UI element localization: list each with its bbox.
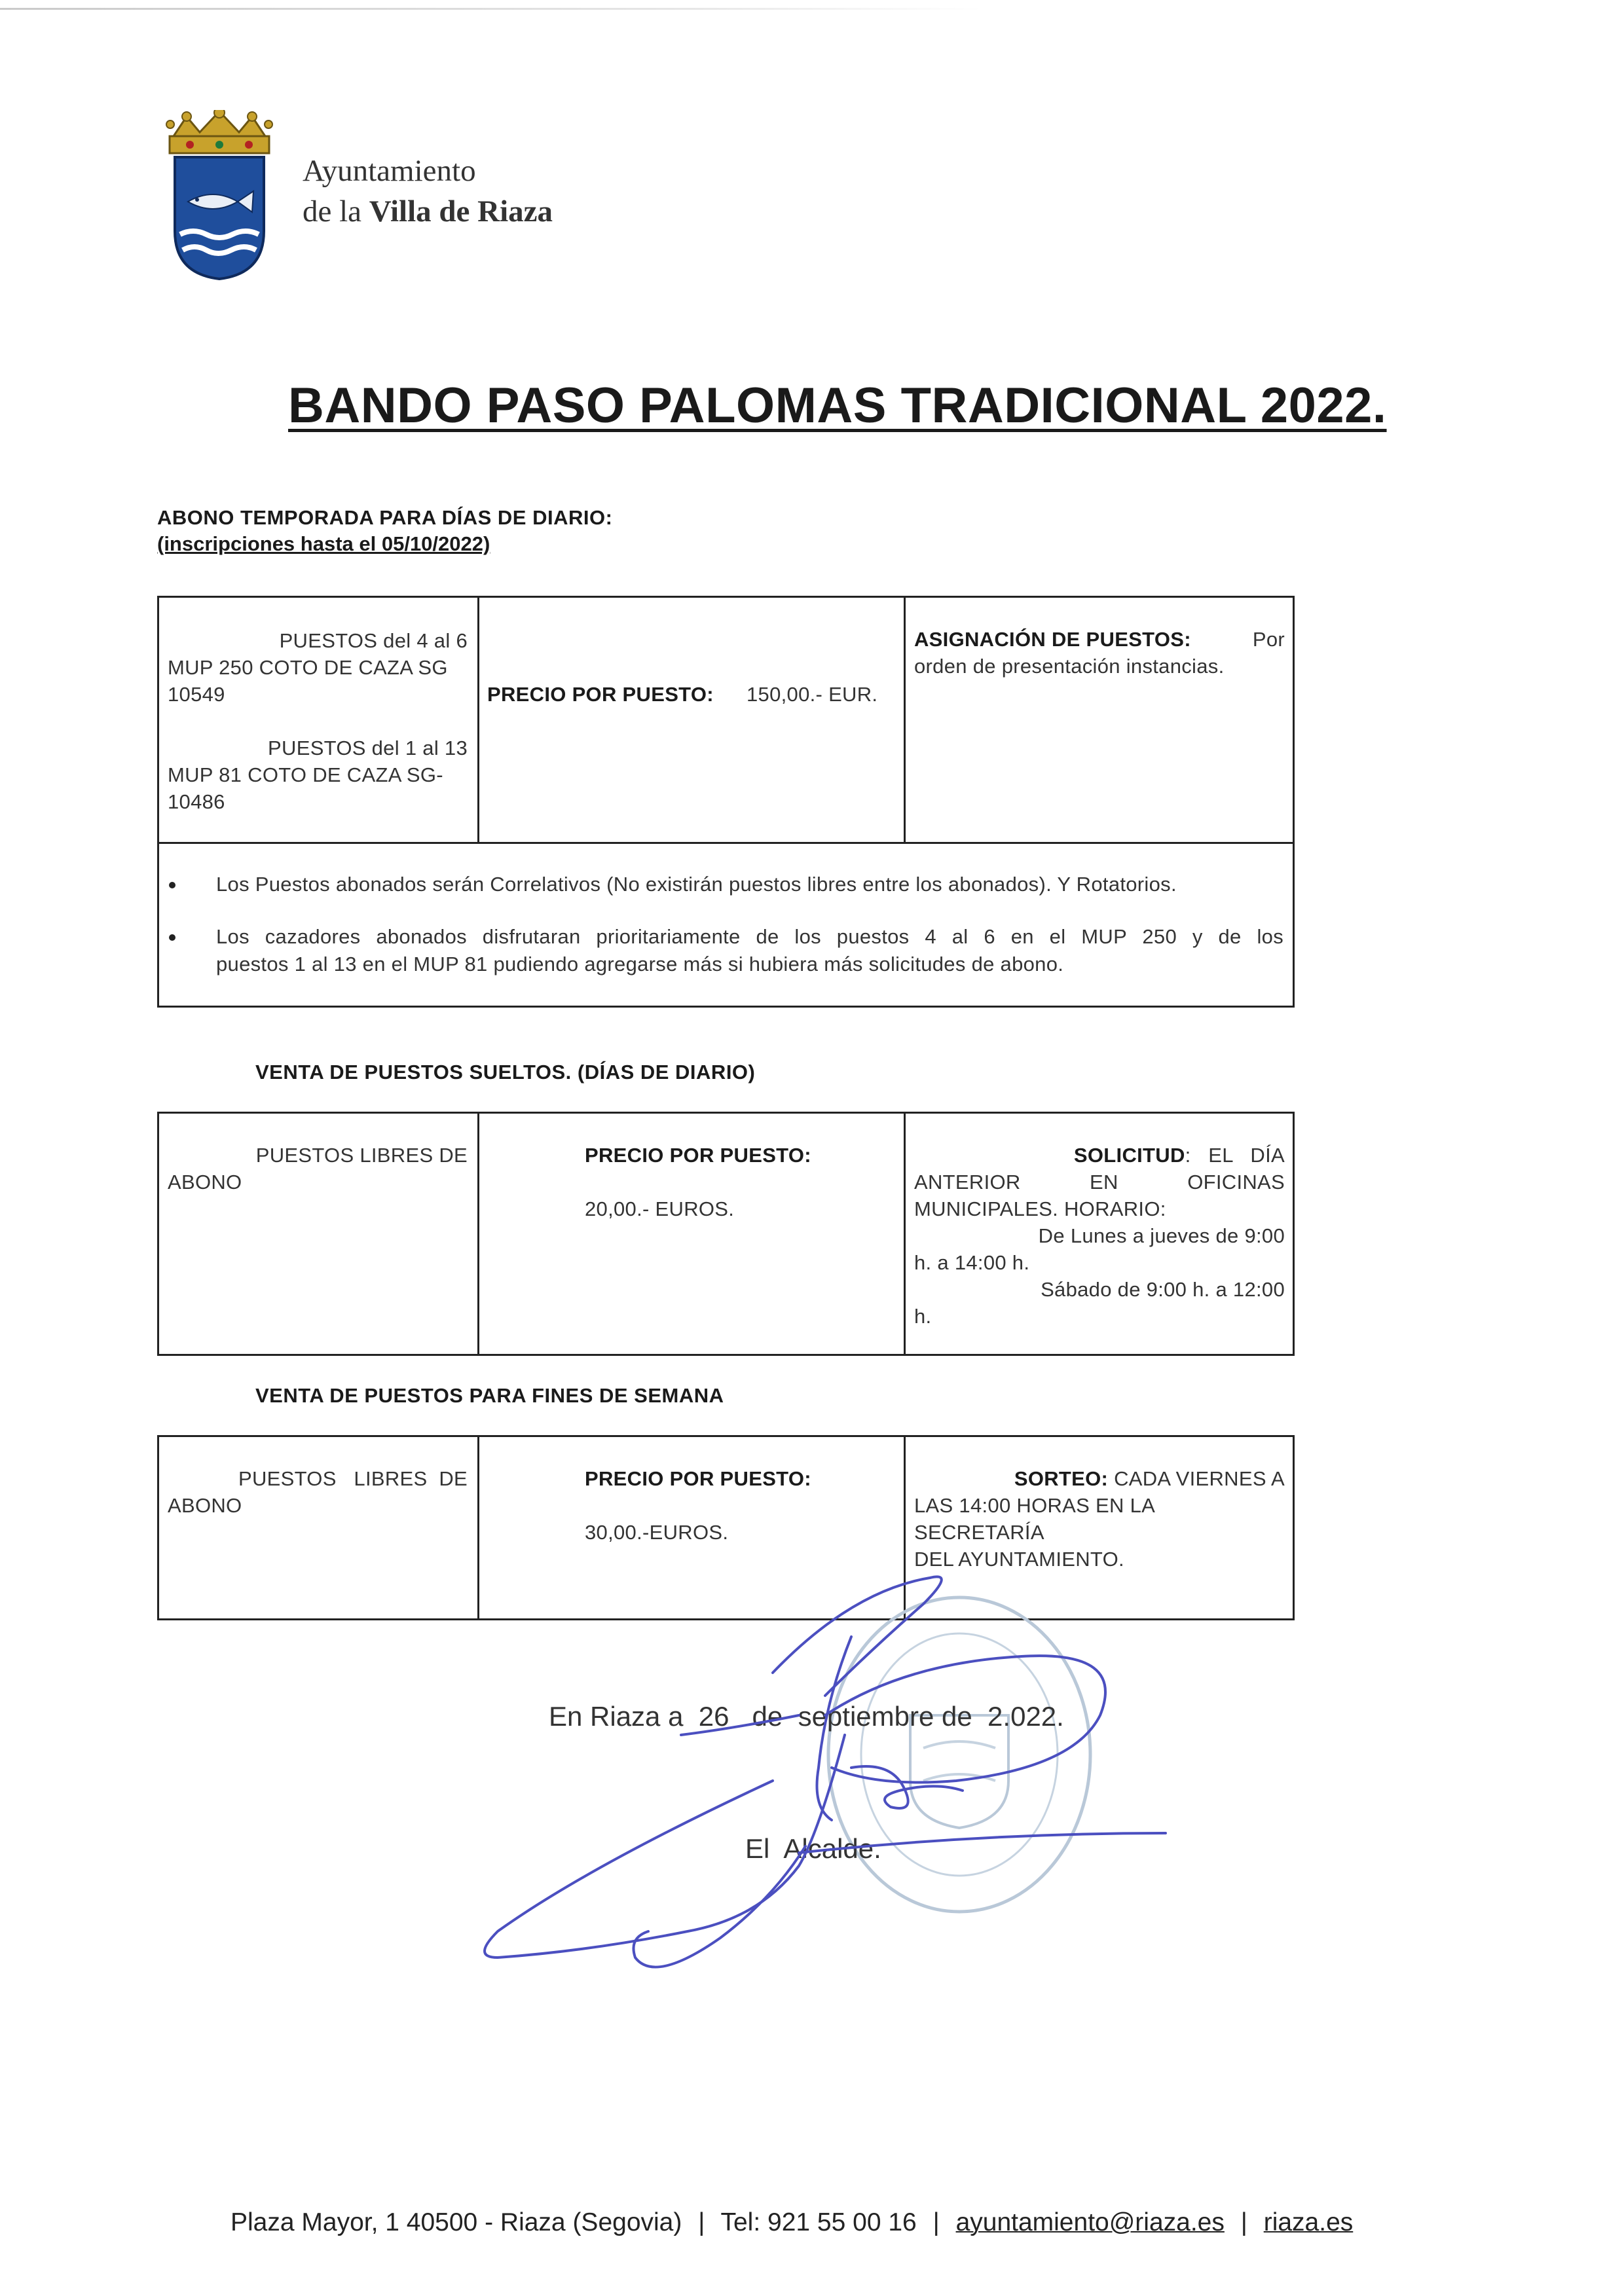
weekend-price-value: 30,00.-EUROS. — [585, 1521, 729, 1544]
organization-name — [303, 151, 553, 232]
posts-area-2: MUP 81 COTO DE CAZA SG- — [168, 763, 443, 786]
footer-address: Plaza Mayor, 1 40500 - Riaza (Segovia) — [231, 2208, 682, 2236]
request-line-4: De Lunes a jueves de 9:00 — [1038, 1224, 1285, 1247]
bullet-icon — [169, 934, 175, 941]
bullet-icon — [169, 882, 175, 888]
org-line-1: Ayuntamiento — [303, 154, 476, 188]
request-line-6: Sábado de 9:00 h. a 12:00 — [1041, 1278, 1285, 1301]
posts-range-2: PUESTOS del 1 al 13 — [268, 737, 468, 759]
weekend-posts-line-2: ABONO — [168, 1494, 242, 1517]
draw-line-1: CADA VIERNES A — [1108, 1467, 1285, 1490]
request-line-3: MUNICIPALES. HORARIO: — [914, 1197, 1166, 1220]
request-line-2: ANTERIOR EN OFICINAS — [914, 1171, 1285, 1194]
posts-area-1: MUP 250 COTO DE CAZA SG — [168, 656, 448, 679]
assignment-label: ASIGNACIÓN DE PUESTOS: — [914, 628, 1191, 651]
single-posts-line-1: PUESTOS LIBRES DE — [255, 1144, 468, 1167]
posts-code-2: 10486 — [168, 790, 225, 813]
weekend-posts-line-1: PUESTOS LIBRES DE — [238, 1467, 468, 1490]
assignment-cell — [914, 626, 1285, 680]
place-date: En Riaza a 26 de septiembre de 2.022. — [549, 1701, 1064, 1732]
footer-web-link[interactable]: riaza.es — [1263, 2208, 1354, 2236]
section1-heading: ABONO TEMPORADA PARA DÍAS DE DIARIO: — [157, 506, 613, 529]
table-divider — [157, 842, 1295, 844]
weekend-price-label: PRECIO POR PUESTO: — [585, 1467, 811, 1490]
scan-edge-line — [0, 8, 982, 10]
signer-title: El Alcalde. — [745, 1833, 881, 1864]
footer-separator: | — [698, 2208, 705, 2236]
section1-subheading: (inscripciones hasta el 05/10/2022) — [157, 532, 490, 555]
weekend-posts-cell — [168, 1465, 469, 1519]
draw-label: SORTEO: — [1014, 1467, 1109, 1490]
draw-line-2: LAS 14:00 HORAS EN LA SECRETARÍA — [914, 1494, 1154, 1544]
table-divider — [904, 596, 906, 843]
org-line-2 — [303, 191, 553, 232]
bullet-item-2-cont: puestos 1 al 13 en el MUP 81 pudiendo agregarse más si hubiera más solicitudes de abono. — [216, 953, 1064, 975]
table-divider — [477, 1112, 479, 1356]
org-line-2-prefix: de la — [303, 194, 369, 228]
request-line-7: h. — [914, 1305, 932, 1328]
season-price-label: PRECIO POR PUESTO: — [487, 683, 714, 706]
table-divider — [477, 1435, 479, 1620]
single-posts-cell — [168, 1142, 469, 1195]
request-line-1: : EL DÍA — [1185, 1144, 1285, 1167]
posts-range-1: PUESTOS del 4 al 6 — [279, 629, 468, 652]
table-divider — [477, 596, 479, 843]
season-price-value: 150,00.- EUR. — [747, 683, 878, 706]
seal-stamp-graphic — [819, 1584, 1100, 1925]
request-cell — [914, 1142, 1285, 1330]
table-divider — [904, 1112, 906, 1356]
bullet-item-2: Los cazadores abonados disfrutaran prioritariamente de los puestos 4 al 6 en el MUP 250 y de los — [216, 925, 1283, 948]
posts-code-1: 10549 — [168, 683, 225, 706]
request-line-5: h. a 14:00 h. — [914, 1251, 1030, 1274]
section2-heading: VENTA DE PUESTOS SUELTOS. (DÍAS DE DIARIO) — [255, 1061, 756, 1084]
request-label: SOLICITUD — [1073, 1144, 1185, 1167]
season-posts-cell — [168, 627, 469, 815]
section3-heading: VENTA DE PUESTOS PARA FINES DE SEMANA — [255, 1384, 724, 1407]
footer-phone: Tel: 921 55 00 16 — [720, 2208, 917, 2236]
page-title: BANDO PASO PALOMAS TRADICIONAL 2022. — [288, 378, 1387, 433]
footer — [231, 2208, 1353, 2237]
assignment-word: Por — [1252, 628, 1285, 651]
assignment-text: orden de presentación instancias. — [914, 655, 1225, 678]
org-line-2-bold: Villa de Riaza — [369, 194, 553, 228]
footer-separator: | — [1240, 2208, 1247, 2236]
single-price-label: PRECIO POR PUESTO: — [585, 1144, 811, 1167]
bullet-item-1: Los Puestos abonados serán Correlativos (No existirán puestos libres entre los abonados). Y Rotatorios. — [216, 873, 1177, 896]
single-posts-line-2: ABONO — [168, 1171, 242, 1194]
footer-separator: | — [932, 2208, 940, 2236]
coat-of-arms-icon — [160, 110, 278, 282]
footer-email-link[interactable]: ayuntamiento@riaza.es — [955, 2208, 1225, 2236]
draw-cell — [914, 1465, 1285, 1573]
draw-line-3: DEL AYUNTAMIENTO. — [914, 1548, 1124, 1571]
single-price-value: 20,00.- EUROS. — [585, 1197, 735, 1220]
